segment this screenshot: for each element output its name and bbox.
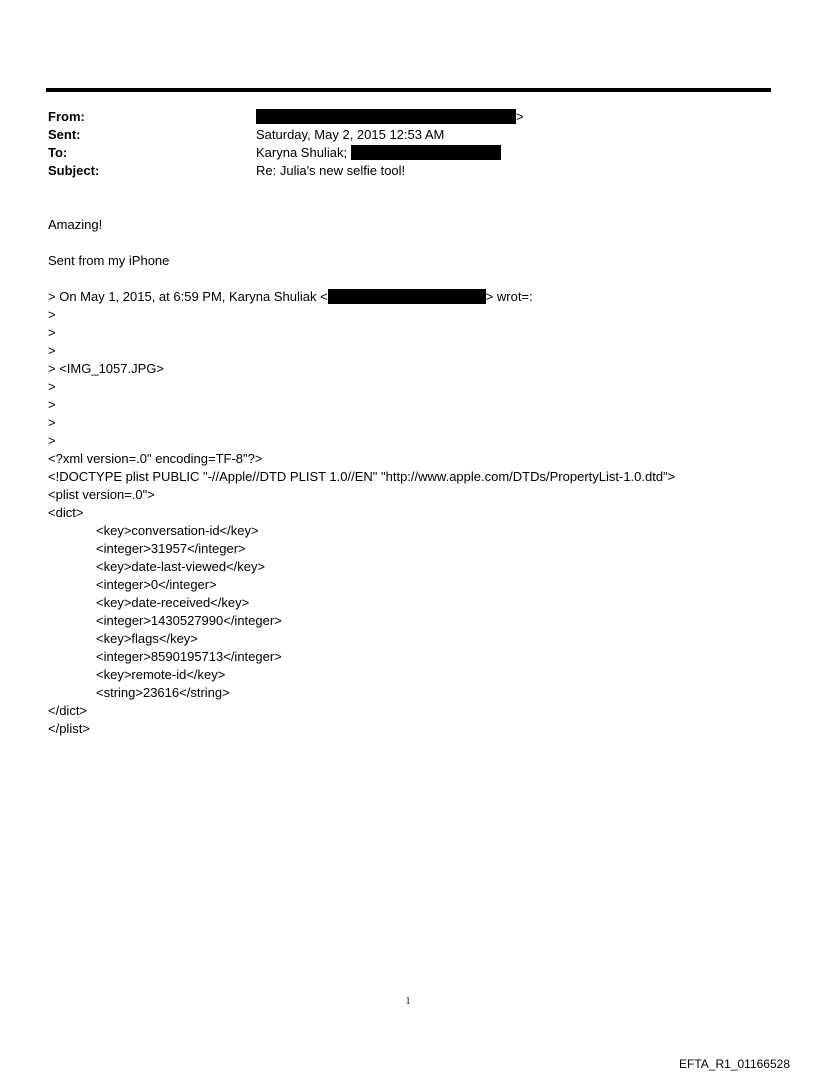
quoted-line: > xyxy=(48,433,56,448)
from-value xyxy=(256,108,524,126)
subject-value: Re: Julia's new selfie tool! xyxy=(256,163,406,178)
header-rule xyxy=(46,88,771,92)
closing-line: </dict> xyxy=(48,703,88,718)
quote-prefix: > On May 1, 2015, at 6:59 PM, Karyna Shuliak < xyxy=(48,289,328,304)
dict-line: <integer>1430527990</integer> xyxy=(96,613,282,628)
xml-line: <!DOCTYPE plist PUBLIC "-//Apple//DTD PLIST 1.0//EN" "http://www.apple.com/DTDs/PropertyList-1.0.dtd"> xyxy=(48,469,676,484)
body-line: Sent from my iPhone xyxy=(48,253,170,268)
redaction-block xyxy=(351,145,501,160)
dict-line: <key>conversation-id</key> xyxy=(96,523,259,538)
closing-line: </plist> xyxy=(48,721,90,736)
dict-line: <key>date-received</key> xyxy=(96,595,250,610)
quoted-line: > xyxy=(48,307,56,322)
redaction-block xyxy=(256,109,516,124)
sent-label: Sent: xyxy=(48,127,81,142)
page-number: 1 xyxy=(405,996,411,1007)
quoted-line: > xyxy=(48,397,56,412)
email-body xyxy=(48,216,788,738)
dict-line: <integer>0</integer> xyxy=(96,577,217,592)
quote-suffix: > wrot=: xyxy=(485,289,533,304)
xml-line: <plist version=.0"> xyxy=(48,487,155,502)
document-id: EFTA_R1_01166528 xyxy=(679,1057,790,1071)
dict-line: <integer>8590195713</integer> xyxy=(96,649,282,664)
dict-line: <key>remote-id</key> xyxy=(96,667,226,682)
to-value: Karyna Shuliak; xyxy=(256,145,348,160)
xml-line: <dict> xyxy=(48,505,84,520)
quoted-line: > xyxy=(48,325,56,340)
subject-label: Subject: xyxy=(48,163,100,178)
dict-line: <string>23616</string> xyxy=(96,685,230,700)
quoted-line: > <IMG_1057.JPG> xyxy=(48,361,164,376)
from-label: From: xyxy=(48,109,85,124)
redaction-block xyxy=(328,289,486,304)
quoted-line: > xyxy=(48,415,56,430)
to-value-wrap xyxy=(256,144,501,162)
dict-line: <integer>31957</integer> xyxy=(96,541,246,556)
from-suffix: > xyxy=(516,109,524,124)
dict-line: <key>flags</key> xyxy=(96,631,198,646)
to-label: To: xyxy=(48,145,68,160)
dict-line: <key>date-last-viewed</key> xyxy=(96,559,266,574)
quoted-line: > xyxy=(48,343,56,358)
body-line: Amazing! xyxy=(48,217,103,232)
quote-header xyxy=(48,288,788,306)
sent-value: Saturday, May 2, 2015 12:53 AM xyxy=(256,127,445,142)
xml-line: <?xml version=.0" encoding=TF-8"?> xyxy=(48,451,263,466)
quoted-line: > xyxy=(48,379,56,394)
